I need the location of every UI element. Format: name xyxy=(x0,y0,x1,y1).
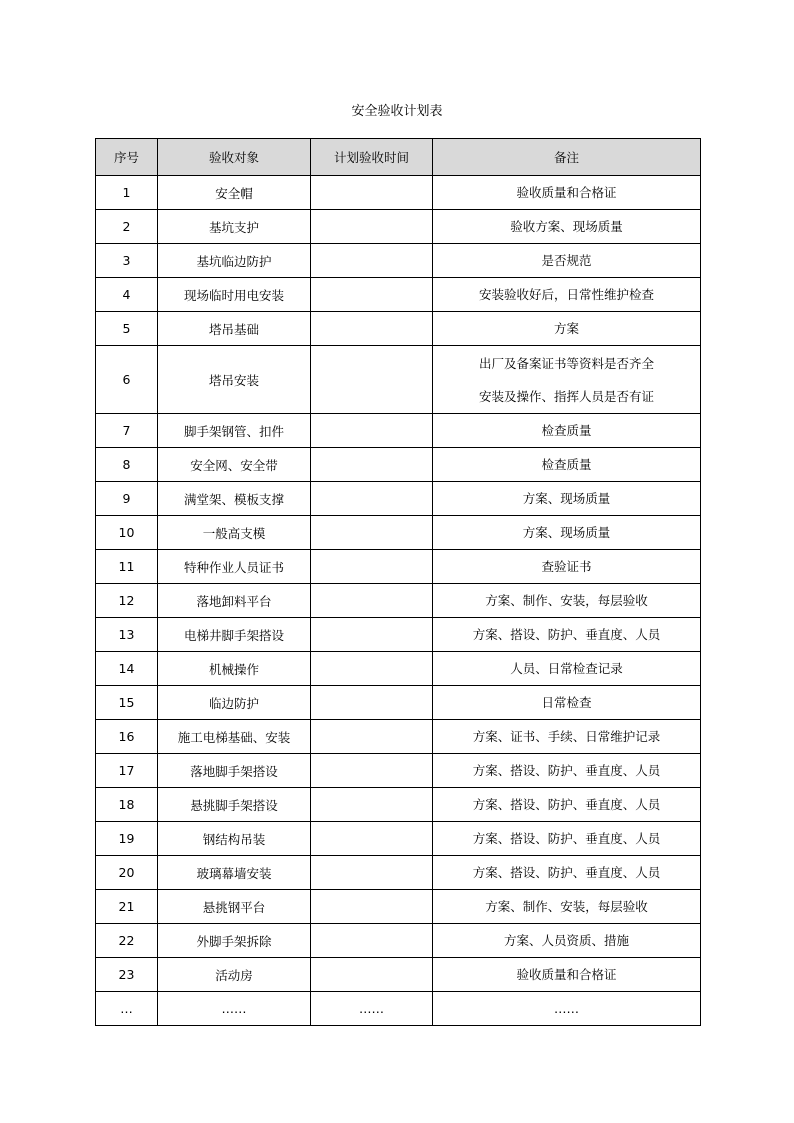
remark-line: 方案、搭设、防护、垂直度、人员 xyxy=(472,627,661,642)
row-planned-time xyxy=(311,550,433,584)
row-serial-number: 17 xyxy=(96,754,158,788)
row-planned-time xyxy=(311,312,433,346)
row-serial-number: 15 xyxy=(96,686,158,720)
row-remarks xyxy=(433,652,701,686)
table-row xyxy=(96,176,701,210)
row-planned-time xyxy=(311,924,433,958)
row-remarks xyxy=(433,584,701,618)
row-inspection-object: 一般高支模 xyxy=(158,516,311,550)
table-header-row xyxy=(96,139,701,176)
remark-line: 验收质量和合格证 xyxy=(516,967,617,982)
row-serial-number: 13 xyxy=(96,618,158,652)
row-inspection-object: 安全网、安全带 xyxy=(158,448,311,482)
remark-line: 方案、制作、安装，每层验收 xyxy=(485,593,648,608)
remark-line: 方案、制作、安装，每层验收 xyxy=(485,899,648,914)
table-row xyxy=(96,958,701,992)
row-inspection-object: 现场临时用电安装 xyxy=(158,278,311,312)
row-inspection-object: 临边防护 xyxy=(158,686,311,720)
row-serial-number: 18 xyxy=(96,788,158,822)
row-remarks xyxy=(433,414,701,448)
remark-line: 方案、搭设、防护、垂直度、人员 xyxy=(472,831,661,846)
table-row xyxy=(96,482,701,516)
row-planned-time xyxy=(311,244,433,278)
row-serial-number: 19 xyxy=(96,822,158,856)
row-serial-number: 7 xyxy=(96,414,158,448)
row-serial-number: 5 xyxy=(96,312,158,346)
row-remarks xyxy=(433,856,701,890)
row-serial-number: 1 xyxy=(96,176,158,210)
row-inspection-object: 塔吊基础 xyxy=(158,312,311,346)
remark-line: 日常检查 xyxy=(541,695,592,710)
table-row xyxy=(96,890,701,924)
row-inspection-object: 落地卸料平台 xyxy=(158,584,311,618)
row-remarks xyxy=(433,244,701,278)
row-serial-number: 2 xyxy=(96,210,158,244)
row-planned-time xyxy=(311,754,433,788)
table-row xyxy=(96,754,701,788)
row-inspection-object: 外脚手架拆除 xyxy=(158,924,311,958)
row-serial-number: … xyxy=(96,992,158,1026)
row-inspection-object: 落地脚手架搭设 xyxy=(158,754,311,788)
table-row xyxy=(96,720,701,754)
row-remarks xyxy=(433,754,701,788)
row-remarks xyxy=(433,992,701,1026)
row-serial-number: 3 xyxy=(96,244,158,278)
row-serial-number: 12 xyxy=(96,584,158,618)
row-remarks xyxy=(433,516,701,550)
row-inspection-object: 悬挑钢平台 xyxy=(158,890,311,924)
row-planned-time xyxy=(311,448,433,482)
row-inspection-object: 安全帽 xyxy=(158,176,311,210)
remark-line: 方案、搭设、防护、垂直度、人员 xyxy=(472,797,661,812)
remark-line: …… xyxy=(554,1001,579,1016)
row-planned-time xyxy=(311,890,433,924)
remark-line: 出厂及备案证书等资料是否齐全 xyxy=(478,355,654,371)
table-row xyxy=(96,686,701,720)
row-inspection-object: 基坑临边防护 xyxy=(158,244,311,278)
table-row xyxy=(96,210,701,244)
row-planned-time xyxy=(311,210,433,244)
table-row xyxy=(96,788,701,822)
row-planned-time xyxy=(311,516,433,550)
table-row xyxy=(96,244,701,278)
row-serial-number: 8 xyxy=(96,448,158,482)
row-planned-time xyxy=(311,414,433,448)
table-row xyxy=(96,856,701,890)
row-inspection-object: 电梯井脚手架搭设 xyxy=(158,618,311,652)
table-row xyxy=(96,822,701,856)
table-row xyxy=(96,414,701,448)
row-inspection-object: 特种作业人员证书 xyxy=(158,550,311,584)
header-inspection-object: 验收对象 xyxy=(158,139,311,176)
row-inspection-object: …… xyxy=(158,992,311,1026)
remark-line: 方案、证书、手续、日常维护记录 xyxy=(472,729,661,744)
page-title: 安全验收计划表 xyxy=(351,104,443,119)
table-row xyxy=(96,618,701,652)
remark-line: 人员、日常检查记录 xyxy=(510,661,623,676)
table-row xyxy=(96,584,701,618)
row-remarks xyxy=(433,278,701,312)
table-row xyxy=(96,516,701,550)
row-serial-number: 14 xyxy=(96,652,158,686)
acceptance-plan-table xyxy=(95,138,701,1026)
row-remarks xyxy=(433,176,701,210)
remark-line: 方案、现场质量 xyxy=(522,491,611,506)
remark-line: 方案 xyxy=(553,321,579,336)
remark-line: 方案、现场质量 xyxy=(522,525,611,540)
row-inspection-object: 悬挑脚手架搭设 xyxy=(158,788,311,822)
row-remarks xyxy=(433,550,701,584)
header-serial-number: 序号 xyxy=(96,139,158,176)
row-remarks xyxy=(433,890,701,924)
row-planned-time xyxy=(311,720,433,754)
row-serial-number: 22 xyxy=(96,924,158,958)
row-planned-time xyxy=(311,346,433,414)
row-remarks xyxy=(433,482,701,516)
row-inspection-object: 机械操作 xyxy=(158,652,311,686)
remark-line: 安装验收好后，日常性维护检查 xyxy=(478,287,654,302)
remark-line: 方案、人员资质、措施 xyxy=(503,933,629,948)
row-inspection-object: 钢结构吊装 xyxy=(158,822,311,856)
row-inspection-object: 施工电梯基础、安装 xyxy=(158,720,311,754)
remark-line: 安装及操作、指挥人员是否有证 xyxy=(478,388,654,404)
row-serial-number: 4 xyxy=(96,278,158,312)
row-planned-time xyxy=(311,482,433,516)
table-body xyxy=(96,176,701,1026)
table-row xyxy=(96,652,701,686)
row-serial-number: 20 xyxy=(96,856,158,890)
remark-line: 方案、搭设、防护、垂直度、人员 xyxy=(472,763,661,778)
row-inspection-object: 塔吊安装 xyxy=(158,346,311,414)
row-planned-time xyxy=(311,686,433,720)
header-remarks: 备注 xyxy=(433,139,701,176)
row-serial-number: 21 xyxy=(96,890,158,924)
table-row xyxy=(96,550,701,584)
row-remarks xyxy=(433,686,701,720)
remark-line: 验收质量和合格证 xyxy=(516,185,617,200)
remark-line: 检查质量 xyxy=(541,423,592,438)
table-row xyxy=(96,448,701,482)
remark-line: 方案、搭设、防护、垂直度、人员 xyxy=(472,865,661,880)
row-remarks xyxy=(433,958,701,992)
row-planned-time xyxy=(311,618,433,652)
row-serial-number: 6 xyxy=(96,346,158,414)
row-remarks xyxy=(433,924,701,958)
table-row xyxy=(96,924,701,958)
row-remarks xyxy=(433,210,701,244)
row-remarks xyxy=(433,312,701,346)
row-remarks xyxy=(433,720,701,754)
row-inspection-object: 活动房 xyxy=(158,958,311,992)
row-remarks xyxy=(433,822,701,856)
row-serial-number: 11 xyxy=(96,550,158,584)
row-inspection-object: 满堂架、模板支撑 xyxy=(158,482,311,516)
row-remarks xyxy=(433,618,701,652)
row-remarks xyxy=(433,788,701,822)
remark-line: 是否规范 xyxy=(541,253,592,268)
row-planned-time xyxy=(311,856,433,890)
row-planned-time xyxy=(311,278,433,312)
row-planned-time xyxy=(311,176,433,210)
row-serial-number: 10 xyxy=(96,516,158,550)
row-planned-time xyxy=(311,788,433,822)
row-planned-time xyxy=(311,652,433,686)
table-row xyxy=(96,278,701,312)
table-row xyxy=(96,992,701,1026)
row-serial-number: 9 xyxy=(96,482,158,516)
row-serial-number: 23 xyxy=(96,958,158,992)
row-remarks xyxy=(433,448,701,482)
row-inspection-object: 玻璃幕墙安装 xyxy=(158,856,311,890)
row-planned-time xyxy=(311,822,433,856)
row-remarks xyxy=(433,346,701,414)
table-row xyxy=(96,312,701,346)
row-inspection-object: 脚手架钢管、扣件 xyxy=(158,414,311,448)
remark-line: 检查质量 xyxy=(541,457,592,472)
row-serial-number: 16 xyxy=(96,720,158,754)
row-inspection-object: 基坑支护 xyxy=(158,210,311,244)
header-planned-time: 计划验收时间 xyxy=(311,139,433,176)
row-planned-time xyxy=(311,584,433,618)
row-planned-time: …… xyxy=(311,992,433,1026)
table-row xyxy=(96,346,701,414)
remark-line: 验收方案、现场质量 xyxy=(510,219,623,234)
row-planned-time xyxy=(311,958,433,992)
remark-line: 查验证书 xyxy=(541,559,592,574)
